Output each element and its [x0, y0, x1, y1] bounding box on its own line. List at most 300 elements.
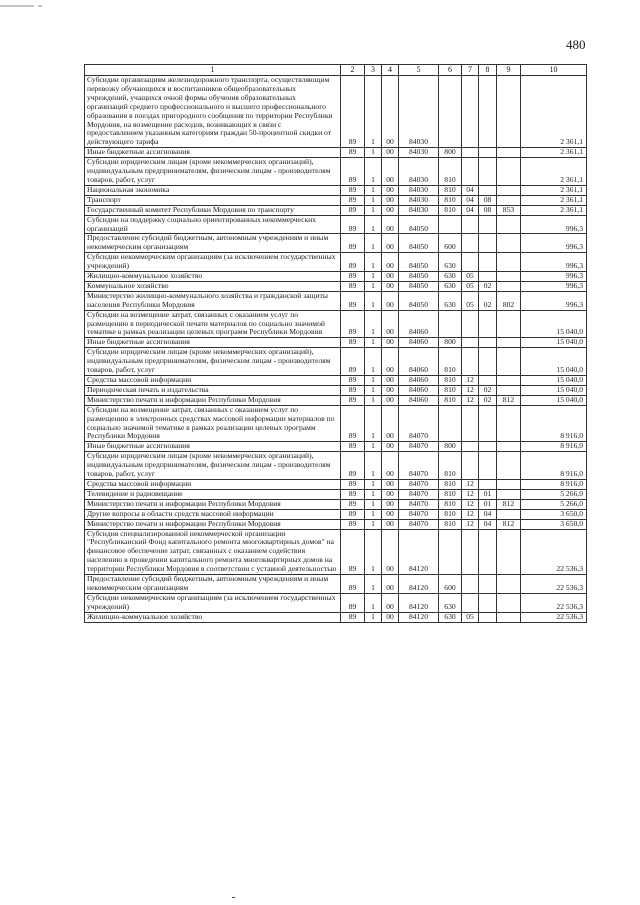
row-name: Субсидии организациям железнодорожного транспорта, осуществляющим перевозку обучающихся и воспитанников общеобразовательных учреждений, учащихся очной формы обучения образовательных организаций среднего профессионального и высшего профессионального образования в поездах пригородного сообщения по территории Республики Мордовия, на возмещение расходов, возникающих в связи с предоставлением указанным категориям граждан 50-процентной скидки от действующего тарифа — [85, 76, 341, 148]
code-cell: 1 — [365, 310, 382, 338]
code-cell — [479, 76, 497, 148]
code-cell: 89 — [341, 575, 365, 594]
code-cell: 00 — [382, 442, 399, 452]
code-cell: 02 — [479, 395, 497, 405]
code-cell: 810 — [439, 195, 462, 205]
header-cell: 8 — [479, 65, 497, 76]
code-cell: 12 — [462, 499, 479, 509]
code-cell: 1 — [365, 489, 382, 499]
code-cell — [497, 612, 521, 622]
header-cell: 3 — [365, 65, 382, 76]
code-cell: 630 — [439, 612, 462, 622]
code-cell: 810 — [439, 348, 462, 376]
code-cell — [479, 442, 497, 452]
code-cell: 84120 — [399, 529, 439, 575]
code-cell: 00 — [382, 575, 399, 594]
code-cell: 84030 — [399, 76, 439, 148]
amount-cell: 8 916,0 — [521, 452, 587, 480]
table-row — [85, 338, 587, 348]
code-cell: 84050 — [399, 291, 439, 310]
code-cell: 01 — [479, 499, 497, 509]
code-cell: 08 — [479, 195, 497, 205]
row-name: Министерство печати и информации Республики Мордовия — [85, 395, 341, 405]
code-cell: 89 — [341, 489, 365, 499]
row-name: Средства массовой информации — [85, 376, 341, 386]
row-name: Субсидии на возмещение затрат, связанных с оказанием услуг по размещению в периодической печати материалов по социально значимой тематике в рамках реализации целевых программ Республики Мордовия — [85, 310, 341, 338]
code-cell: 1 — [365, 234, 382, 253]
code-cell — [497, 338, 521, 348]
table-row — [85, 281, 587, 291]
amount-cell: 5 266,0 — [521, 499, 587, 509]
code-cell — [479, 612, 497, 622]
row-name: Средства массовой информации — [85, 479, 341, 489]
header-cell: 10 — [521, 65, 587, 76]
code-cell: 84050 — [399, 215, 439, 234]
code-cell — [479, 185, 497, 195]
code-cell: 89 — [341, 479, 365, 489]
code-cell: 812 — [497, 519, 521, 529]
code-cell: 00 — [382, 593, 399, 612]
code-cell — [497, 310, 521, 338]
amount-cell: 15 040,0 — [521, 338, 587, 348]
code-cell: 1 — [365, 253, 382, 272]
code-cell: 1 — [365, 593, 382, 612]
row-name: Министерство жилищно-коммунального хозяйства и гражданской защиты населения Республики Мордовия — [85, 291, 341, 310]
code-cell: 04 — [462, 205, 479, 215]
code-cell: 84070 — [399, 479, 439, 489]
table-row — [85, 452, 587, 480]
code-cell — [462, 76, 479, 148]
code-cell — [479, 452, 497, 480]
row-name: Коммунальное хозяйство — [85, 281, 341, 291]
row-name: Министерство печати и информации Республики Мордовия — [85, 519, 341, 529]
code-cell: 84050 — [399, 272, 439, 282]
code-cell: 89 — [341, 281, 365, 291]
code-cell: 04 — [462, 195, 479, 205]
code-cell — [479, 310, 497, 338]
code-cell: 1 — [365, 158, 382, 186]
table-row — [85, 310, 587, 338]
table-row — [85, 215, 587, 234]
code-cell: 04 — [462, 185, 479, 195]
code-cell: 12 — [462, 489, 479, 499]
code-cell: 00 — [382, 215, 399, 234]
code-cell — [479, 215, 497, 234]
code-cell — [479, 338, 497, 348]
row-name: Субсидии юридическим лицам (кроме некоммерческих организаций), индивидуальным предпринимателям, физическим лицам - производителям товаров, работ, услуг — [85, 348, 341, 376]
table-row — [85, 385, 587, 395]
code-cell — [462, 593, 479, 612]
amount-cell: 22 536,3 — [521, 612, 587, 622]
code-cell — [497, 593, 521, 612]
table-row — [85, 348, 587, 376]
code-cell — [462, 442, 479, 452]
code-cell: 84060 — [399, 348, 439, 376]
code-cell: 00 — [382, 452, 399, 480]
code-cell: 04 — [479, 509, 497, 519]
code-cell: 00 — [382, 158, 399, 186]
code-cell: 1 — [365, 291, 382, 310]
row-name: Жилищно-коммунальное хозяйство — [85, 612, 341, 622]
row-name: Субсидии юридическим лицам (кроме некоммерческих организаций), индивидуальным предпринимателям, физическим лицам - производителям товаров, работ, услуг — [85, 158, 341, 186]
code-cell: 89 — [341, 405, 365, 442]
code-cell: 600 — [439, 575, 462, 594]
code-cell: 12 — [462, 376, 479, 386]
scan-corner-mark — [0, 0, 48, 12]
code-cell: 00 — [382, 281, 399, 291]
code-cell: 05 — [462, 272, 479, 282]
code-cell: 1 — [365, 195, 382, 205]
code-cell: 810 — [439, 499, 462, 509]
code-cell: 89 — [341, 395, 365, 405]
table-row — [85, 509, 587, 519]
code-cell: 1 — [365, 338, 382, 348]
code-cell: 00 — [382, 612, 399, 622]
table-row — [85, 489, 587, 499]
code-cell: 12 — [462, 395, 479, 405]
code-cell — [497, 234, 521, 253]
page-number: 480 — [566, 37, 586, 52]
code-cell: 630 — [439, 281, 462, 291]
code-cell — [497, 348, 521, 376]
code-cell — [462, 215, 479, 234]
code-cell — [479, 405, 497, 442]
code-cell: 89 — [341, 148, 365, 158]
code-cell: 810 — [439, 489, 462, 499]
code-cell: 810 — [439, 376, 462, 386]
code-cell: 00 — [382, 253, 399, 272]
amount-cell: 2 361,1 — [521, 158, 587, 186]
code-cell: 89 — [341, 234, 365, 253]
code-cell: 84060 — [399, 338, 439, 348]
code-cell: 812 — [497, 395, 521, 405]
code-cell: 89 — [341, 442, 365, 452]
table-row — [85, 76, 587, 148]
amount-cell: 15 040,0 — [521, 310, 587, 338]
code-cell — [439, 310, 462, 338]
code-cell: 630 — [439, 253, 462, 272]
amount-cell: 15 040,0 — [521, 348, 587, 376]
code-cell: 1 — [365, 272, 382, 282]
code-cell — [497, 215, 521, 234]
amount-cell: 2 361,1 — [521, 185, 587, 195]
row-name: Государственный комитет Республики Мордовия по транспорту — [85, 205, 341, 215]
row-name: Другие вопросы в области средств массовой информации — [85, 509, 341, 519]
code-cell — [462, 575, 479, 594]
amount-cell: 22 536,3 — [521, 529, 587, 575]
code-cell: 1 — [365, 148, 382, 158]
code-cell: 05 — [462, 612, 479, 622]
code-cell — [497, 509, 521, 519]
code-cell: 630 — [439, 291, 462, 310]
code-cell: 84070 — [399, 442, 439, 452]
code-cell — [497, 442, 521, 452]
code-cell — [497, 385, 521, 395]
code-cell: 00 — [382, 348, 399, 376]
code-cell: 84120 — [399, 593, 439, 612]
header-cell: 5 — [399, 65, 439, 76]
code-cell — [462, 348, 479, 376]
code-cell: 89 — [341, 499, 365, 509]
code-cell — [497, 489, 521, 499]
code-cell: 89 — [341, 215, 365, 234]
row-name: Субсидии на поддержку социально ориентированных некоммерческих организаций — [85, 215, 341, 234]
amount-cell: 2 361,1 — [521, 148, 587, 158]
row-name: Субсидии на возмещение затрат, связанных с оказанием услуг по размещению в электронных средствах массовой информации материалов по социально значимой тематике в рамках реализации целевых программ Республики Мордовия — [85, 405, 341, 442]
code-cell: 84030 — [399, 158, 439, 186]
code-cell: 12 — [462, 509, 479, 519]
code-cell — [439, 529, 462, 575]
code-cell: 1 — [365, 509, 382, 519]
code-cell — [497, 281, 521, 291]
code-cell: 630 — [439, 272, 462, 282]
header-cell: 1 — [85, 65, 341, 76]
code-cell: 1 — [365, 281, 382, 291]
code-cell: 84030 — [399, 195, 439, 205]
code-cell: 89 — [341, 158, 365, 186]
code-cell — [479, 158, 497, 186]
code-cell: 84050 — [399, 281, 439, 291]
code-cell: 02 — [479, 281, 497, 291]
code-cell — [462, 148, 479, 158]
code-cell: 810 — [439, 452, 462, 480]
code-cell: 05 — [462, 291, 479, 310]
code-cell: 810 — [439, 395, 462, 405]
scan-speck — [232, 897, 235, 898]
table-row — [85, 205, 587, 215]
row-name: Национальная экономика — [85, 185, 341, 195]
code-cell — [479, 272, 497, 282]
code-cell: 1 — [365, 442, 382, 452]
code-cell: 08 — [479, 205, 497, 215]
amount-cell: 8 916,0 — [521, 479, 587, 489]
table-row — [85, 158, 587, 186]
code-cell: 84070 — [399, 489, 439, 499]
code-cell: 800 — [439, 338, 462, 348]
code-cell: 810 — [439, 479, 462, 489]
header-cell: 4 — [382, 65, 399, 76]
code-cell — [462, 310, 479, 338]
code-cell — [479, 234, 497, 253]
code-cell — [497, 195, 521, 205]
code-cell: 1 — [365, 348, 382, 376]
code-cell: 12 — [462, 519, 479, 529]
code-cell: 01 — [479, 489, 497, 499]
table-row — [85, 519, 587, 529]
code-cell: 89 — [341, 338, 365, 348]
code-cell: 00 — [382, 519, 399, 529]
code-cell: 84050 — [399, 253, 439, 272]
code-cell: 1 — [365, 395, 382, 405]
header-cell: 6 — [439, 65, 462, 76]
code-cell — [479, 529, 497, 575]
code-cell — [497, 76, 521, 148]
amount-cell: 8 916,0 — [521, 442, 587, 452]
table-row — [85, 529, 587, 575]
code-cell — [479, 593, 497, 612]
code-cell: 12 — [462, 385, 479, 395]
budget-table — [84, 64, 587, 623]
code-cell: 89 — [341, 348, 365, 376]
code-cell: 02 — [479, 291, 497, 310]
code-cell: 89 — [341, 272, 365, 282]
code-cell: 810 — [439, 185, 462, 195]
code-cell: 89 — [341, 310, 365, 338]
code-cell — [479, 575, 497, 594]
code-cell: 00 — [382, 405, 399, 442]
code-cell: 00 — [382, 385, 399, 395]
code-cell: 1 — [365, 385, 382, 395]
code-cell — [439, 215, 462, 234]
header-cell: 7 — [462, 65, 479, 76]
row-name: Жилищно-коммунальное хозяйство — [85, 272, 341, 282]
code-cell: 89 — [341, 376, 365, 386]
table-row — [85, 234, 587, 253]
code-cell: 04 — [479, 519, 497, 529]
amount-cell: 15 040,0 — [521, 395, 587, 405]
code-cell: 00 — [382, 148, 399, 158]
code-cell: 1 — [365, 499, 382, 509]
code-cell — [462, 452, 479, 480]
code-cell — [497, 479, 521, 489]
code-cell — [497, 272, 521, 282]
code-cell: 00 — [382, 195, 399, 205]
code-cell: 600 — [439, 234, 462, 253]
code-cell: 00 — [382, 234, 399, 253]
code-cell — [479, 376, 497, 386]
code-cell: 84120 — [399, 575, 439, 594]
code-cell: 00 — [382, 479, 399, 489]
code-cell: 84070 — [399, 509, 439, 519]
row-name: Министерство печати и информации Республики Мордовия — [85, 499, 341, 509]
code-cell: 89 — [341, 509, 365, 519]
code-cell: 00 — [382, 272, 399, 282]
amount-cell: 22 536,3 — [521, 575, 587, 594]
code-cell: 1 — [365, 519, 382, 529]
code-cell: 84120 — [399, 612, 439, 622]
code-cell — [497, 452, 521, 480]
table-row — [85, 195, 587, 205]
row-name: Субсидии некоммерческим организациям (за исключением государственных учреждений) — [85, 593, 341, 612]
code-cell: 1 — [365, 529, 382, 575]
amount-cell: 15 040,0 — [521, 385, 587, 395]
amount-cell: 996,3 — [521, 281, 587, 291]
code-cell — [497, 405, 521, 442]
code-cell: 89 — [341, 205, 365, 215]
code-cell: 84030 — [399, 148, 439, 158]
code-cell: 1 — [365, 405, 382, 442]
row-name: Предоставление субсидий бюджетным, автономным учреждениям и иным некоммерческим организациям — [85, 234, 341, 253]
code-cell: 89 — [341, 253, 365, 272]
code-cell: 1 — [365, 479, 382, 489]
code-cell: 12 — [462, 479, 479, 489]
table-row — [85, 405, 587, 442]
code-cell — [479, 479, 497, 489]
code-cell — [479, 348, 497, 376]
code-cell: 802 — [497, 291, 521, 310]
code-cell: 1 — [365, 612, 382, 622]
amount-cell: 22 536,3 — [521, 593, 587, 612]
code-cell: 810 — [439, 158, 462, 186]
code-cell: 89 — [341, 291, 365, 310]
code-cell: 00 — [382, 529, 399, 575]
code-cell: 00 — [382, 205, 399, 215]
table-row — [85, 593, 587, 612]
table-row — [85, 253, 587, 272]
code-cell: 00 — [382, 376, 399, 386]
code-cell: 84070 — [399, 405, 439, 442]
code-cell: 84050 — [399, 234, 439, 253]
code-cell: 84060 — [399, 385, 439, 395]
amount-cell: 996,3 — [521, 291, 587, 310]
code-cell: 1 — [365, 76, 382, 148]
amount-cell: 15 040,0 — [521, 376, 587, 386]
row-name: Иные бюджетные ассигнования — [85, 148, 341, 158]
code-cell: 00 — [382, 338, 399, 348]
row-name: Иные бюджетные ассигнования — [85, 442, 341, 452]
amount-cell: 996,3 — [521, 253, 587, 272]
table-row — [85, 442, 587, 452]
code-cell: 89 — [341, 529, 365, 575]
code-cell — [497, 253, 521, 272]
code-cell — [497, 529, 521, 575]
code-cell: 89 — [341, 612, 365, 622]
code-cell: 00 — [382, 291, 399, 310]
code-cell — [462, 253, 479, 272]
table-row — [85, 479, 587, 489]
code-cell: 810 — [439, 509, 462, 519]
row-name: Предоставление субсидий бюджетным, автономным учреждениям и иным некоммерческим организациям — [85, 575, 341, 594]
code-cell: 810 — [439, 519, 462, 529]
code-cell: 89 — [341, 452, 365, 480]
code-cell: 89 — [341, 76, 365, 148]
code-cell: 1 — [365, 185, 382, 195]
code-cell: 812 — [497, 499, 521, 509]
code-cell: 1 — [365, 575, 382, 594]
row-name: Транспорт — [85, 195, 341, 205]
code-cell — [462, 234, 479, 253]
code-cell: 810 — [439, 205, 462, 215]
amount-cell: 996,3 — [521, 272, 587, 282]
code-cell — [462, 529, 479, 575]
table-row — [85, 291, 587, 310]
row-name: Субсидии юридическим лицам (кроме некоммерческих организаций), индивидуальным предпринимателям, физическим лицам - производителям товаров, работ, услуг — [85, 452, 341, 480]
code-cell: 1 — [365, 205, 382, 215]
table-row — [85, 148, 587, 158]
code-cell: 89 — [341, 185, 365, 195]
code-cell: 84060 — [399, 395, 439, 405]
table-row — [85, 185, 587, 195]
code-cell: 800 — [439, 148, 462, 158]
code-cell: 84060 — [399, 376, 439, 386]
code-cell — [479, 253, 497, 272]
code-cell: 00 — [382, 499, 399, 509]
row-name: Иные бюджетные ассигнования — [85, 338, 341, 348]
code-cell — [497, 185, 521, 195]
header-row — [85, 65, 587, 76]
code-cell: 89 — [341, 593, 365, 612]
amount-cell: 8 916,0 — [521, 405, 587, 442]
code-cell: 00 — [382, 310, 399, 338]
amount-cell: 2 361,1 — [521, 195, 587, 205]
code-cell: 1 — [365, 452, 382, 480]
code-cell — [439, 76, 462, 148]
code-cell: 00 — [382, 489, 399, 499]
code-cell: 1 — [365, 215, 382, 234]
code-cell: 00 — [382, 395, 399, 405]
row-name: Периодическая печать и издательства — [85, 385, 341, 395]
code-cell: 84030 — [399, 185, 439, 195]
